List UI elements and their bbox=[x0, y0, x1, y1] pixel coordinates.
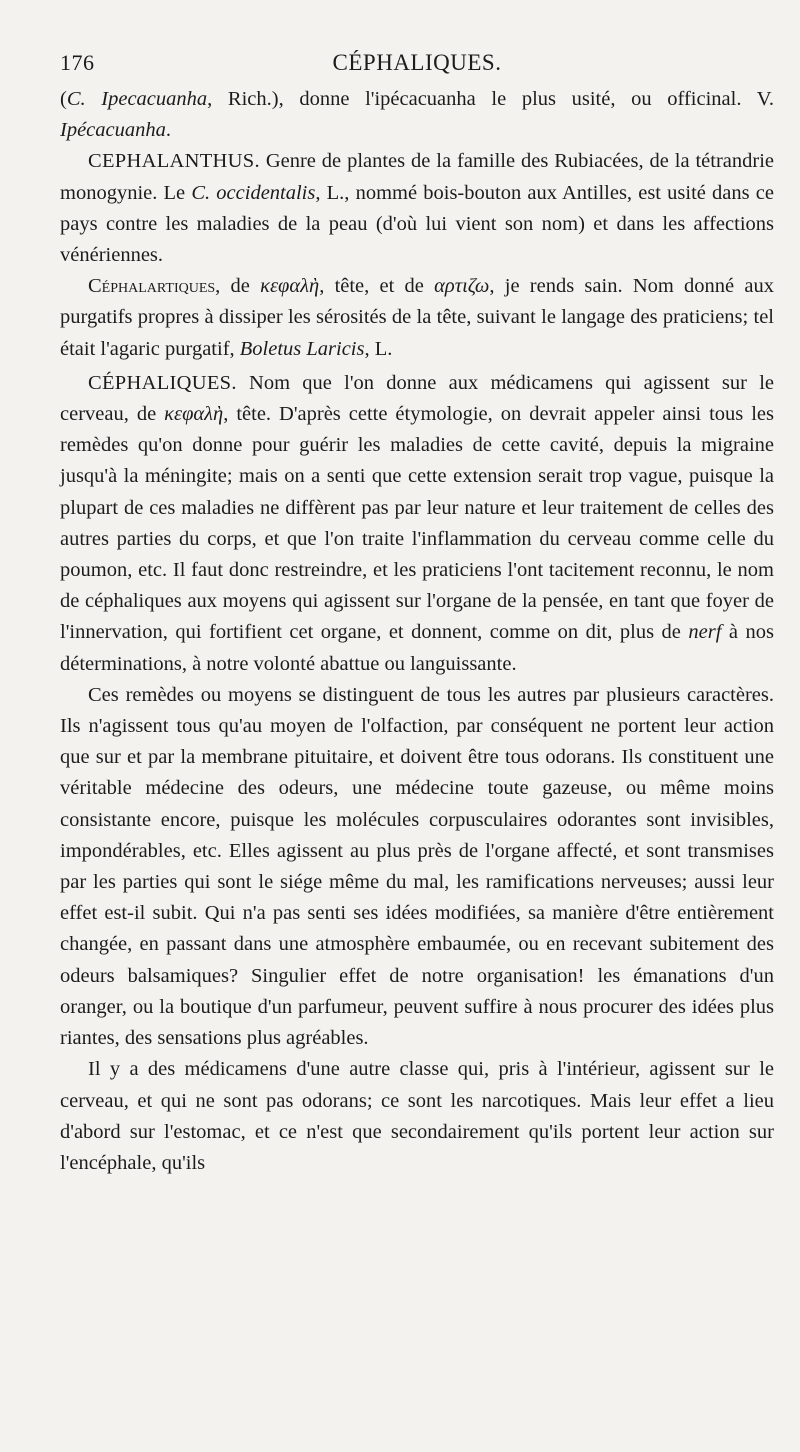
greek-word: κεφαλὴ bbox=[260, 275, 320, 298]
headword: CÉPHALIQUES. bbox=[88, 371, 237, 394]
greek-word: αρτιζω bbox=[434, 275, 490, 298]
greek-word: κεφαλὴ bbox=[164, 403, 224, 426]
page-header bbox=[60, 44, 774, 84]
text-run: , tête, et de bbox=[319, 275, 435, 298]
text-run: , tête. D'après cette étymologie, on devrait appeler ainsi tous les remèdes qu'on donne pour guérir les maladies de cette cavité, depuis la migraine jusqu'à la méningite; mais on a senti que cette extension serait trop vague, puisque la plupart de ces maladies ne diffèrent pas par leur nature et leur traitement de celles des autres parties du corps, et que l'on traite l'inflammation du cerveau comme celle du poumon, etc. Il faut donc restreindre, et les praticiens l'ont tacitement reconnu, le nom de céphaliques aux moyens qui agissent sur l'organe de la pensée, en tant que foyer de l'innervation, qui fortifient cet organe, et donnent, comme on dit, plus de bbox=[60, 403, 775, 644]
paragraph: Il y a des médicamens d'une autre classe qui, pris à l'intérieur, agissent sur le cerveau, et qui ne sont pas odorans; ce sont les narcotiques. Mais leur effet a lieu d'abord sur l'estomac, et ce n'est que secondairement qu'ils portent leur action sur l'encéphale, qu'ils bbox=[60, 1058, 774, 1174]
text-run: . bbox=[165, 119, 171, 142]
running-title: CÉPHALIQUES. bbox=[332, 50, 502, 75]
italic-run: Ipécacuanha bbox=[60, 119, 166, 142]
body-text bbox=[60, 84, 774, 1179]
page-number: 176 bbox=[60, 50, 95, 75]
text-run: Genre de plantes de la famille des Rubiacées, de la tétrandrie monogynie. Le bbox=[60, 150, 774, 204]
headword: Céphalartiques bbox=[88, 275, 216, 298]
italic-run: C. occidentalis bbox=[191, 181, 316, 204]
text-run: , de bbox=[215, 275, 261, 298]
text-run: , Rich.), donne l'ipécacuanha le plus usité, ou officinal. V. bbox=[207, 88, 774, 110]
entry-continuation bbox=[60, 84, 774, 146]
paragraph: Ces remèdes ou moyens se distinguent de tous les autres par plusieurs caractères. Ils n'agissent tous qu'au moyen de l'olfaction, par conséquent ne portent leur action que sur et par la membrane pituitaire, et doivent être tous odorans. Ils constituent une véritable médecine des odeurs, une médecine toute gazeuse, ou même moins consistante encore, puisque les molécules corpusculaires odorantes sont invisibles, impondérables, etc. Elles agissent au plus près de l'organe affecté, et sont transmises par les parties qui sont le siége même du mal, les ramifications nerveuses; aussi leur effet est-il subit. Qui n'a pas senti ses idées modifiées, sa manière d'être entièrement changée, en passant dans une atmosphère embaumée, ou en recevant subitement des odeurs balsamiques? Singulier effet de notre organisation! les émanations d'un oranger, ou la boutique d'un parfumeur, peuvent suffire à nous procurer des idées plus riantes, des sensations plus agréables. bbox=[60, 683, 774, 1050]
text-run: à nos déterminations, à notre volonté abattue ou languissante. bbox=[60, 621, 775, 675]
entry-cephalartiques bbox=[60, 271, 774, 365]
entry-cephalanthus bbox=[60, 146, 774, 271]
text-run: , L., nommé bois-bouton aux Antilles, est usité dans ce pays contre les maladies de la peau (d'où lui vient son nom) et dans les affections vénériennes. bbox=[60, 181, 774, 267]
italic-run: C. Ipecacuanha bbox=[66, 88, 208, 110]
italic-run: nerf bbox=[688, 621, 722, 644]
text-run: Nom que l'on donne aux médicamens qui agissent sur le cerveau, de bbox=[60, 371, 774, 426]
text-run: ( bbox=[60, 88, 67, 110]
entry-cephaliques bbox=[60, 368, 774, 680]
text-run: , L. bbox=[364, 337, 393, 360]
italic-run: Boletus Laricis bbox=[239, 337, 365, 360]
headword: CEPHALANTHUS. bbox=[88, 150, 260, 173]
text-run: , je rends sain. Nom donné aux purgatifs propres à dissiper les sérosités de la tête, suivant le langage des praticiens; tel était l'agaric purgatif, bbox=[60, 275, 774, 360]
